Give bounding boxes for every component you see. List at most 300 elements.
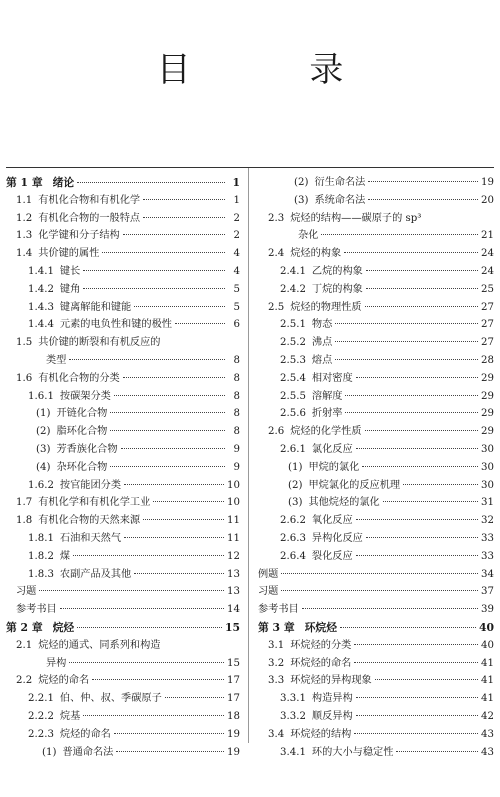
toc-entry-page: 12 bbox=[227, 550, 240, 562]
toc-entry-title: 沸点 bbox=[311, 337, 333, 349]
dot-leader bbox=[375, 679, 478, 680]
toc-entry-title: 溶解度 bbox=[311, 390, 343, 402]
toc-entry-page: 5 bbox=[233, 301, 240, 313]
toc-entry-page: 27 bbox=[481, 337, 494, 349]
toc-entry[interactable] bbox=[6, 708, 240, 726]
dot-leader bbox=[143, 217, 225, 218]
toc-entry-number: 2.5.6 bbox=[280, 408, 306, 420]
toc-entry-page: 8 bbox=[233, 390, 240, 402]
toc-entry[interactable] bbox=[258, 174, 494, 192]
toc-entry-number: (1) bbox=[36, 408, 51, 420]
toc-entry-title: 普通命名法 bbox=[62, 746, 114, 758]
toc-entry-page: 5 bbox=[233, 283, 240, 295]
toc-entry[interactable] bbox=[6, 388, 240, 406]
toc-entry[interactable] bbox=[6, 672, 240, 690]
dot-leader bbox=[356, 697, 478, 698]
dot-leader bbox=[344, 252, 478, 253]
toc-entry-number: 1.6 bbox=[16, 372, 33, 384]
dot-leader bbox=[110, 412, 225, 413]
toc-entry-page: 15 bbox=[224, 620, 240, 634]
toc-entry-page: 40 bbox=[478, 620, 494, 634]
dot-leader bbox=[69, 359, 225, 360]
toc-left-column bbox=[6, 174, 240, 761]
toc-entry[interactable] bbox=[258, 263, 494, 281]
toc-entry[interactable] bbox=[6, 548, 240, 566]
dot-leader bbox=[302, 608, 478, 609]
toc-entry[interactable] bbox=[258, 494, 494, 512]
toc-entry-number: 2.5.3 bbox=[280, 354, 306, 366]
dot-leader bbox=[354, 733, 478, 734]
toc-entry[interactable] bbox=[258, 245, 494, 263]
toc-entry-number: 3.1 bbox=[268, 639, 285, 651]
toc-entry[interactable] bbox=[6, 245, 240, 263]
toc-entry-page: 15 bbox=[227, 657, 240, 669]
toc-entry[interactable] bbox=[6, 512, 240, 530]
toc-entry-number: 1.5 bbox=[16, 337, 33, 349]
dot-leader bbox=[368, 181, 478, 182]
toc-entry-page: 29 bbox=[481, 408, 494, 420]
toc-entry[interactable] bbox=[6, 655, 240, 673]
toc-entry[interactable] bbox=[6, 334, 240, 352]
toc-entry-page: 28 bbox=[481, 354, 494, 366]
toc-entry-page: 9 bbox=[233, 461, 240, 473]
toc-entry-title: 烷烃的化学性质 bbox=[290, 426, 362, 438]
toc-entry[interactable] bbox=[6, 477, 240, 495]
toc-entry-title: 丁烷的构象 bbox=[311, 283, 363, 295]
toc-entry-title: 环烷烃 bbox=[304, 620, 338, 634]
toc-entry-number: 2.4 bbox=[268, 248, 285, 260]
toc-entry-page: 2 bbox=[233, 230, 240, 242]
toc-entry-page: 19 bbox=[481, 177, 494, 188]
dot-leader bbox=[281, 590, 478, 591]
toc-entry-title: 烷烃的构象 bbox=[290, 248, 342, 260]
toc-entry-number: 2.5 bbox=[268, 301, 285, 313]
toc-entry-title: 农副产品及其他 bbox=[59, 568, 132, 580]
toc-entry[interactable] bbox=[6, 530, 240, 548]
toc-entry-title: 习题 bbox=[16, 586, 37, 598]
dot-leader bbox=[354, 644, 478, 645]
toc-entry-page: 24 bbox=[481, 248, 494, 260]
toc-entry[interactable] bbox=[258, 672, 494, 690]
toc-entry-title: 烷烃的命名 bbox=[38, 675, 90, 687]
dot-leader bbox=[123, 377, 225, 378]
toc-entry-number: 1.8.1 bbox=[28, 532, 54, 544]
toc-entry-page: 41 bbox=[481, 657, 494, 669]
dot-leader bbox=[356, 555, 478, 556]
dot-leader bbox=[340, 627, 476, 628]
dot-leader bbox=[366, 288, 478, 289]
toc-entry-title: 构造异构 bbox=[311, 693, 353, 705]
toc-entry-number: (4) bbox=[36, 461, 51, 473]
toc-entry-number: 3.3 bbox=[268, 675, 285, 687]
toc-entry-number: 1.8.2 bbox=[28, 550, 54, 562]
dot-leader bbox=[175, 323, 225, 324]
toc-entry-title: 异构 bbox=[46, 657, 67, 669]
dot-leader bbox=[83, 270, 225, 271]
toc-entry-number: 3.4.1 bbox=[280, 746, 306, 758]
dot-leader bbox=[356, 377, 478, 378]
dot-leader bbox=[110, 430, 225, 431]
dot-leader bbox=[366, 537, 478, 538]
toc-entry[interactable] bbox=[6, 459, 240, 477]
dot-leader bbox=[362, 466, 478, 467]
toc-entry-page: 31 bbox=[481, 497, 494, 509]
toc-entry-page: 8 bbox=[233, 372, 240, 384]
toc-entry-title: 有机化学和有机化学工业 bbox=[38, 497, 151, 509]
toc-entry-number: (3) bbox=[294, 194, 309, 206]
toc-entry-title: 熔点 bbox=[311, 354, 333, 366]
toc-entry-page: 43 bbox=[481, 728, 494, 740]
toc-entry-title: 有机化合物的一般特点 bbox=[38, 212, 141, 224]
dot-leader bbox=[356, 715, 478, 716]
toc-entry[interactable] bbox=[6, 227, 240, 245]
dot-leader bbox=[110, 466, 225, 467]
dot-leader bbox=[134, 573, 224, 574]
toc-entry[interactable] bbox=[6, 583, 240, 601]
dot-leader bbox=[73, 555, 224, 556]
dot-leader bbox=[69, 662, 224, 663]
toc-entry[interactable] bbox=[258, 388, 494, 406]
dot-leader bbox=[83, 715, 224, 716]
toc-entry[interactable] bbox=[6, 441, 240, 459]
toc-entry-title: 环烷烃的命名 bbox=[290, 657, 352, 669]
toc-entry-page: 8 bbox=[233, 354, 240, 366]
toc-entry-title: 氧化反应 bbox=[311, 515, 353, 527]
dot-leader bbox=[366, 270, 478, 271]
toc-entry-number: 2.6.1 bbox=[280, 443, 306, 455]
toc-entry[interactable] bbox=[258, 192, 494, 210]
dot-leader bbox=[77, 182, 225, 183]
dot-leader bbox=[92, 679, 224, 680]
toc-entry-page: 17 bbox=[227, 675, 240, 687]
dot-leader bbox=[143, 519, 224, 520]
dot-leader bbox=[321, 234, 478, 235]
toc-entry-title: 裂化反应 bbox=[311, 550, 353, 562]
toc-entry-title: 键长 bbox=[59, 265, 81, 277]
toc-entry[interactable] bbox=[258, 370, 494, 388]
toc-entry[interactable] bbox=[6, 726, 240, 744]
dot-leader bbox=[124, 484, 224, 485]
toc-entry-title: 参考书目 bbox=[16, 604, 57, 616]
toc-right-column bbox=[258, 174, 494, 761]
toc-entry[interactable] bbox=[6, 637, 240, 655]
toc-entry-title: 共价键的属性 bbox=[38, 248, 100, 260]
toc-entry-page: 33 bbox=[481, 532, 494, 544]
toc-entry-number: 1.8 bbox=[16, 515, 33, 527]
toc-entry-number: 1.4.2 bbox=[28, 283, 54, 295]
toc-entry-page: 18 bbox=[227, 710, 240, 722]
toc-entry[interactable] bbox=[6, 690, 240, 708]
toc-entry-title: 有机化合物的天然来源 bbox=[38, 515, 141, 527]
toc-entry-page: 43 bbox=[481, 746, 494, 758]
toc-entry[interactable] bbox=[258, 423, 494, 441]
column-divider bbox=[248, 168, 249, 743]
toc-entry-page: 41 bbox=[481, 693, 494, 705]
dot-leader bbox=[281, 573, 478, 574]
toc-entry[interactable] bbox=[258, 655, 494, 673]
toc-entry[interactable] bbox=[258, 530, 494, 548]
dot-leader bbox=[365, 306, 479, 307]
dot-leader bbox=[356, 448, 478, 449]
toc-entry-page: 30 bbox=[481, 443, 494, 455]
toc-entry-title: 物态 bbox=[311, 319, 333, 331]
toc-entry-number: 第 1 章 bbox=[6, 176, 43, 189]
toc-entry-page: 17 bbox=[227, 693, 240, 705]
toc-entry-title: 有机化合物和有机化学 bbox=[38, 194, 141, 206]
toc-entry[interactable] bbox=[6, 263, 240, 281]
toc-entry-number: 2.5.1 bbox=[280, 319, 306, 331]
toc-entry-title: 甲烷的氯化 bbox=[308, 461, 360, 473]
toc-entry-page: 10 bbox=[227, 479, 240, 491]
toc-entry-number: (2) bbox=[294, 177, 309, 188]
toc-entry[interactable] bbox=[6, 601, 240, 619]
toc-entry-title: 氯化反应 bbox=[311, 443, 353, 455]
toc-entry-number: 2.2.2 bbox=[28, 710, 54, 722]
toc-entry-page: 40 bbox=[481, 639, 494, 651]
toc-entry-number: 2.2.1 bbox=[28, 693, 54, 705]
toc-entry[interactable] bbox=[258, 227, 494, 245]
toc-entry[interactable] bbox=[258, 637, 494, 655]
toc-entry-page: 29 bbox=[481, 426, 494, 438]
toc-entry[interactable] bbox=[6, 316, 240, 334]
toc-entry-page: 33 bbox=[481, 550, 494, 562]
toc-entry[interactable] bbox=[6, 370, 240, 388]
toc-entry-title: 煤 bbox=[59, 550, 71, 562]
toc-entry-number: 2.6 bbox=[268, 426, 285, 438]
toc-entry-number: 2.6.2 bbox=[280, 515, 306, 527]
toc-entry-title: 习题 bbox=[258, 586, 279, 598]
dot-leader bbox=[354, 662, 478, 663]
toc-entry[interactable] bbox=[258, 583, 494, 601]
toc-entry-title: 烷烃的物理性质 bbox=[290, 301, 362, 313]
toc-entry-page: 19 bbox=[227, 728, 240, 740]
toc-entry-title: 化学键和分子结构 bbox=[38, 230, 120, 242]
toc-entry-number: 3.4 bbox=[268, 728, 285, 740]
toc-entry-title: 杂化 bbox=[298, 230, 319, 242]
toc-entry[interactable] bbox=[6, 494, 240, 512]
dot-leader bbox=[153, 501, 224, 502]
toc-entry-number: (3) bbox=[36, 443, 51, 455]
toc-entry[interactable] bbox=[6, 299, 240, 317]
toc-entry-page: 20 bbox=[481, 194, 494, 206]
toc-entry-title: 伯、仲、叔、季碳原子 bbox=[59, 693, 162, 705]
toc-entry-page: 9 bbox=[233, 443, 240, 455]
toc-entry-number: 2.6.3 bbox=[280, 532, 306, 544]
dot-leader bbox=[121, 448, 225, 449]
toc-entry-title: 异构化反应 bbox=[311, 532, 363, 544]
toc-entry-title: 杂环化合物 bbox=[56, 461, 108, 473]
toc-entry-title: 烷烃 bbox=[52, 620, 75, 634]
toc-entry-number: 2.4.2 bbox=[280, 283, 306, 295]
toc-entry-number: (3) bbox=[288, 497, 303, 509]
toc-entry-number: 1.6.2 bbox=[28, 479, 54, 491]
toc-entry-number: 第 3 章 bbox=[258, 620, 295, 634]
toc-entry[interactable] bbox=[258, 619, 494, 637]
toc-entry[interactable] bbox=[258, 459, 494, 477]
toc-entry[interactable] bbox=[6, 619, 240, 637]
dot-leader bbox=[116, 751, 224, 752]
dot-leader bbox=[114, 733, 224, 734]
toc-entry-page: 42 bbox=[481, 710, 494, 722]
toc-entry[interactable] bbox=[258, 690, 494, 708]
toc-entry-page: 10 bbox=[227, 497, 240, 509]
toc-entry[interactable] bbox=[258, 512, 494, 530]
dot-leader bbox=[356, 519, 478, 520]
page-title: 目 录 bbox=[156, 50, 398, 90]
toc-entry-title: 有机化合物的分类 bbox=[38, 372, 120, 384]
toc-entry-title: 折射率 bbox=[311, 408, 343, 420]
toc-entry-page: 8 bbox=[233, 408, 240, 420]
toc-entry[interactable] bbox=[258, 601, 494, 619]
dot-leader bbox=[403, 484, 478, 485]
toc-entry[interactable] bbox=[258, 210, 494, 228]
toc-entry-number: 1.4.1 bbox=[28, 265, 54, 277]
dot-leader bbox=[77, 627, 222, 628]
toc-entry-page: 2 bbox=[233, 212, 240, 224]
toc-entry[interactable] bbox=[258, 281, 494, 299]
toc-entry[interactable] bbox=[258, 744, 494, 762]
dot-leader bbox=[383, 501, 478, 502]
toc-entry[interactable] bbox=[6, 174, 240, 192]
toc-entry-title: 相对密度 bbox=[311, 372, 353, 384]
toc-entry-page: 19 bbox=[227, 746, 240, 758]
toc-entry[interactable] bbox=[258, 352, 494, 370]
toc-entry-number: 2.2.3 bbox=[28, 728, 54, 740]
toc-entry[interactable] bbox=[6, 405, 240, 423]
toc-entry-number: 1.3 bbox=[16, 230, 33, 242]
toc-entry-number: 2.1 bbox=[16, 639, 33, 651]
dot-leader bbox=[143, 199, 225, 200]
toc-entry-number: 3.3.2 bbox=[280, 710, 306, 722]
dot-leader bbox=[123, 234, 225, 235]
toc-entry-title: 其他烷烃的氯化 bbox=[308, 497, 380, 509]
toc-entry-number: 2.2 bbox=[16, 675, 33, 687]
toc-entry[interactable] bbox=[258, 548, 494, 566]
toc-entry-number: 1.4.4 bbox=[28, 319, 54, 331]
toc-entry-title: 键离解能和键能 bbox=[59, 301, 132, 313]
toc-entry-title: 参考书目 bbox=[258, 604, 299, 616]
toc-entry-title: 开链化合物 bbox=[56, 408, 108, 420]
toc-entry-number: 第 2 章 bbox=[6, 620, 43, 634]
toc-entry-title: 顺反异构 bbox=[311, 710, 353, 722]
toc-entry-title: 系统命名法 bbox=[314, 194, 366, 206]
toc-entry-page: 37 bbox=[481, 586, 494, 598]
toc-entry[interactable] bbox=[6, 566, 240, 584]
toc-entry-title: 按碳架分类 bbox=[59, 390, 111, 402]
toc-entry-page: 30 bbox=[481, 479, 494, 491]
toc-entry-page: 11 bbox=[227, 532, 240, 544]
toc-entry[interactable] bbox=[6, 210, 240, 228]
toc-entry[interactable] bbox=[258, 566, 494, 584]
toc-entry-title: 例题 bbox=[258, 568, 279, 580]
toc-entry-page: 29 bbox=[481, 390, 494, 402]
toc-entry-title: 环的大小与稳定性 bbox=[311, 746, 394, 758]
toc-entry-number: 3.2 bbox=[268, 657, 285, 669]
toc-entry-title: 环烷烃的结构 bbox=[290, 728, 352, 740]
toc-entry-title: 石油和天然气 bbox=[59, 532, 122, 544]
dot-leader bbox=[335, 359, 478, 360]
dot-leader bbox=[39, 590, 224, 591]
dot-leader bbox=[134, 306, 225, 307]
toc-entry-page: 4 bbox=[233, 248, 240, 260]
toc-entry-title: 烷烃的结构——碳原子的 sp³ bbox=[290, 212, 422, 224]
toc-entry-title: 环烷烃的分类 bbox=[290, 639, 352, 651]
toc-entry-page: 32 bbox=[481, 515, 494, 527]
toc-entry[interactable] bbox=[6, 192, 240, 210]
toc-entry[interactable] bbox=[258, 299, 494, 317]
toc-entry-number: 1.2 bbox=[16, 212, 33, 224]
toc-entry-page: 13 bbox=[227, 568, 240, 580]
toc-entry-page: 4 bbox=[233, 265, 240, 277]
toc-entry-number: 1.6.1 bbox=[28, 390, 54, 402]
dot-leader bbox=[345, 395, 478, 396]
toc-entry-number: 1.7 bbox=[16, 497, 33, 509]
toc-entry[interactable] bbox=[6, 744, 240, 762]
toc-entry-number: 2.3 bbox=[268, 212, 285, 224]
toc-entry-title: 共价键的断裂和有机反应的 bbox=[38, 337, 161, 349]
toc-entry[interactable] bbox=[258, 316, 494, 334]
toc-entry-number: 2.4.1 bbox=[280, 265, 306, 277]
toc-entry[interactable] bbox=[6, 281, 240, 299]
toc-entry-number: 2.5.4 bbox=[280, 372, 306, 384]
toc-entry-page: 41 bbox=[481, 675, 494, 687]
toc-entry[interactable] bbox=[258, 334, 494, 352]
toc-entry-title: 乙烷的构象 bbox=[311, 265, 363, 277]
toc-entry-page: 6 bbox=[233, 319, 240, 331]
toc-entry-number: 2.5.2 bbox=[280, 337, 306, 349]
toc-entry[interactable] bbox=[258, 708, 494, 726]
toc-entry-page: 25 bbox=[481, 283, 494, 295]
dot-leader bbox=[83, 288, 225, 289]
toc-entry-page: 13 bbox=[227, 586, 240, 598]
toc-entry[interactable] bbox=[258, 441, 494, 459]
toc-entry-number: (2) bbox=[288, 479, 303, 491]
toc-entry-number: (2) bbox=[36, 426, 51, 438]
toc-entry-page: 39 bbox=[481, 604, 494, 616]
toc-entry-number: 1.1 bbox=[16, 194, 33, 206]
toc-entry-page: 14 bbox=[227, 604, 240, 616]
toc-entry-number: 2.6.4 bbox=[280, 550, 306, 562]
toc-entry-title: 烷烃的通式、同系列和构造 bbox=[38, 639, 161, 651]
toc-entry-number: (1) bbox=[288, 461, 303, 473]
dot-leader bbox=[345, 412, 478, 413]
dot-leader bbox=[335, 341, 478, 342]
toc-entry[interactable] bbox=[258, 726, 494, 744]
toc-entry[interactable] bbox=[6, 423, 240, 441]
toc-entry-number: 1.4 bbox=[16, 248, 33, 260]
toc-entry-page: 11 bbox=[227, 515, 240, 527]
toc-entry-page: 1 bbox=[233, 194, 240, 206]
toc-entry-number: (1) bbox=[42, 746, 57, 758]
toc-entry-page: 24 bbox=[481, 265, 494, 277]
toc-entry-page: 21 bbox=[481, 230, 494, 242]
toc-entry-page: 27 bbox=[481, 319, 494, 331]
toc-entry-number: 2.5.5 bbox=[280, 390, 306, 402]
toc-entry-title: 烷烃的命名 bbox=[59, 728, 111, 740]
toc-entry-title: 脂环化合物 bbox=[56, 426, 108, 438]
toc-entry-number: 3.3.1 bbox=[280, 693, 306, 705]
toc-entry-title: 烷基 bbox=[59, 710, 81, 722]
toc-entry[interactable] bbox=[258, 477, 494, 495]
toc-entry-page: 27 bbox=[481, 301, 494, 313]
toc-entry-page: 34 bbox=[481, 568, 494, 580]
toc-entry-title: 甲烷氯化的反应机理 bbox=[308, 479, 401, 491]
toc-entry[interactable] bbox=[6, 352, 240, 370]
dot-leader bbox=[335, 323, 478, 324]
toc-entry[interactable] bbox=[258, 405, 494, 423]
toc-entry-title: 元素的电负性和键的极性 bbox=[59, 319, 172, 331]
toc-entry-title: 类型 bbox=[46, 354, 67, 366]
